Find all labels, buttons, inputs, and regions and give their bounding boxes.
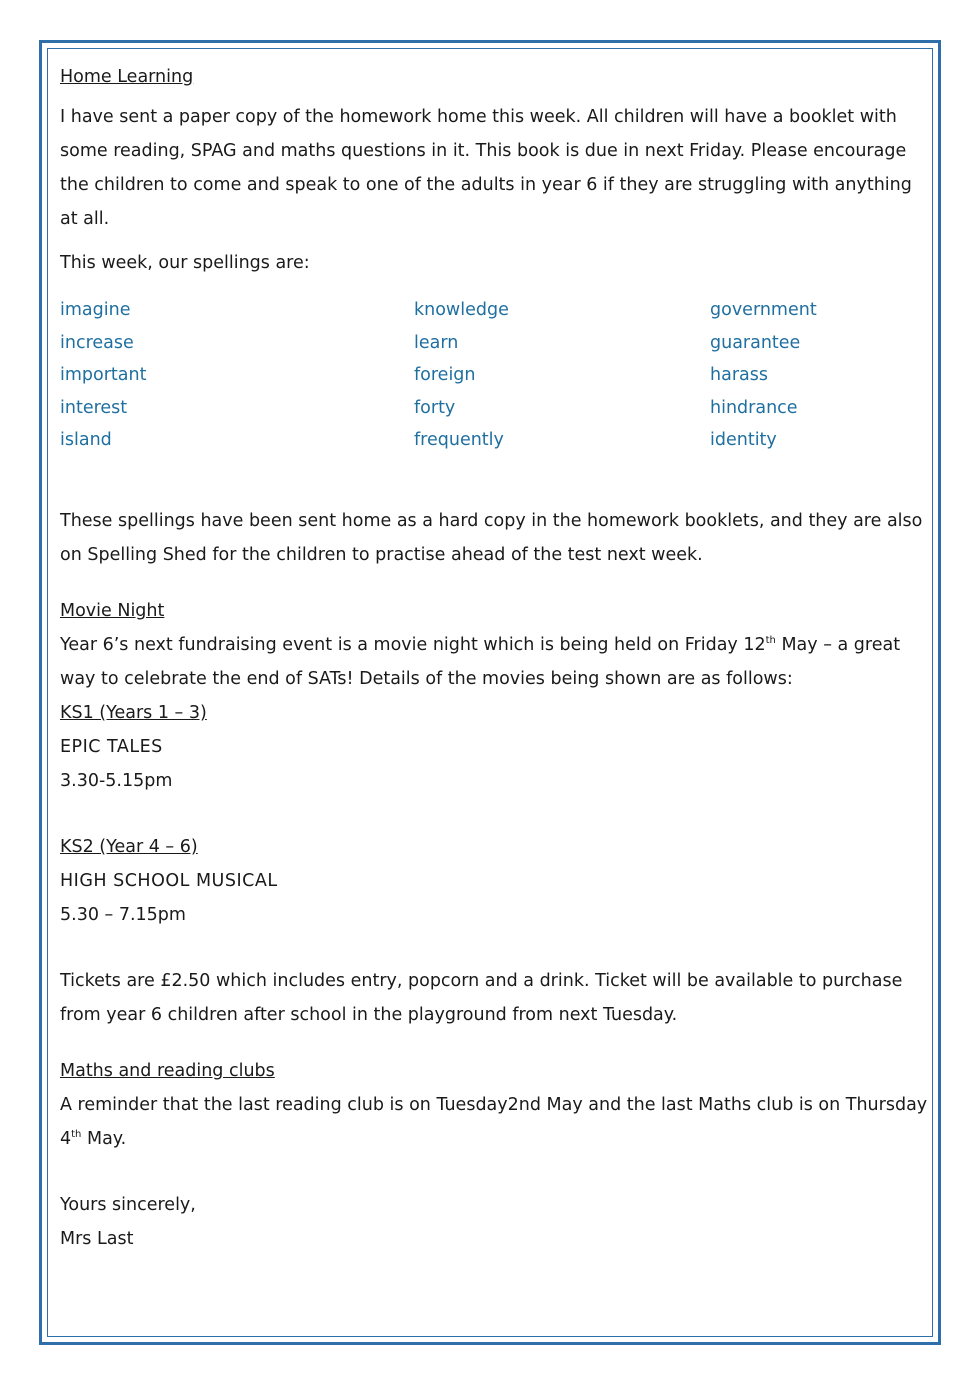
ks2-time: 5.30 – 7.15pm (60, 905, 186, 925)
tickets-info: Tickets are £2.50 which includes entry, popcorn and a drink. Ticket will be available to purchase from year 6 children after school in the playground from next Tuesday. (60, 971, 903, 1025)
ks2-label: KS2 (Year 4 – 6) (60, 837, 198, 857)
spelling-word: island (60, 430, 112, 450)
spellings-list (60, 294, 930, 456)
letter-body (60, 60, 930, 1256)
spelling-word: harass (710, 365, 768, 385)
spelling-word: knowledge (414, 300, 509, 320)
signoff-name: Mrs Last (60, 1229, 134, 1249)
spelling-word: important (60, 365, 147, 385)
spelling-word: interest (60, 397, 128, 418)
ks1-movie-title: EPIC TALES (60, 737, 163, 757)
spelling-word: identity (710, 430, 777, 450)
movie-night-heading: Movie Night (60, 601, 165, 621)
home-learning-heading: Home Learning (60, 67, 194, 87)
spelling-word: forty (414, 397, 456, 418)
spellings-intro: This week, our spellings are: (60, 253, 310, 273)
spelling-word: learn (414, 332, 459, 353)
spelling-word: increase (60, 332, 134, 353)
movie-night-intro: Year 6’s next fundraising event is a movie night which is being held on Friday 12th May – a great way to celebrate the end of SATs! Details of the movies being shown are as follows: (60, 635, 901, 689)
spellings-note: These spellings have been sent home as a hard copy in the homework booklets, and they are also on Spelling Shed for the children to practise ahead of the test next week. (60, 511, 923, 565)
clubs-heading: Maths and reading clubs (60, 1061, 275, 1081)
spellings-column-1 (60, 294, 146, 457)
ks1-time: 3.30-5.15pm (60, 771, 173, 791)
clubs-text: A reminder that the last reading club is on Tuesday2nd May and the last Maths club is on Thursday 4th May. (60, 1095, 928, 1149)
home-learning-paragraph: I have sent a paper copy of the homework home this week. All children will have a booklet with some reading, SPAG and maths questions in it. This book is due in next Friday. Please encourage the children to come and speak to one of the adults in year 6 if they are struggling with anything at all. (60, 107, 912, 229)
spellings-column-2 (414, 294, 509, 457)
signoff-closing: Yours sincerely, (60, 1195, 196, 1215)
spelling-word: frequently (414, 430, 504, 450)
spelling-word: guarantee (710, 332, 801, 353)
ks1-label: KS1 (Years 1 – 3) (60, 703, 207, 723)
spelling-word: imagine (60, 300, 131, 320)
spellings-column-3 (710, 294, 817, 457)
spelling-word: foreign (414, 365, 476, 385)
spelling-word: hindrance (710, 397, 798, 418)
spelling-word: government (710, 300, 817, 320)
ks2-movie-title: HIGH SCHOOL MUSICAL (60, 871, 278, 891)
